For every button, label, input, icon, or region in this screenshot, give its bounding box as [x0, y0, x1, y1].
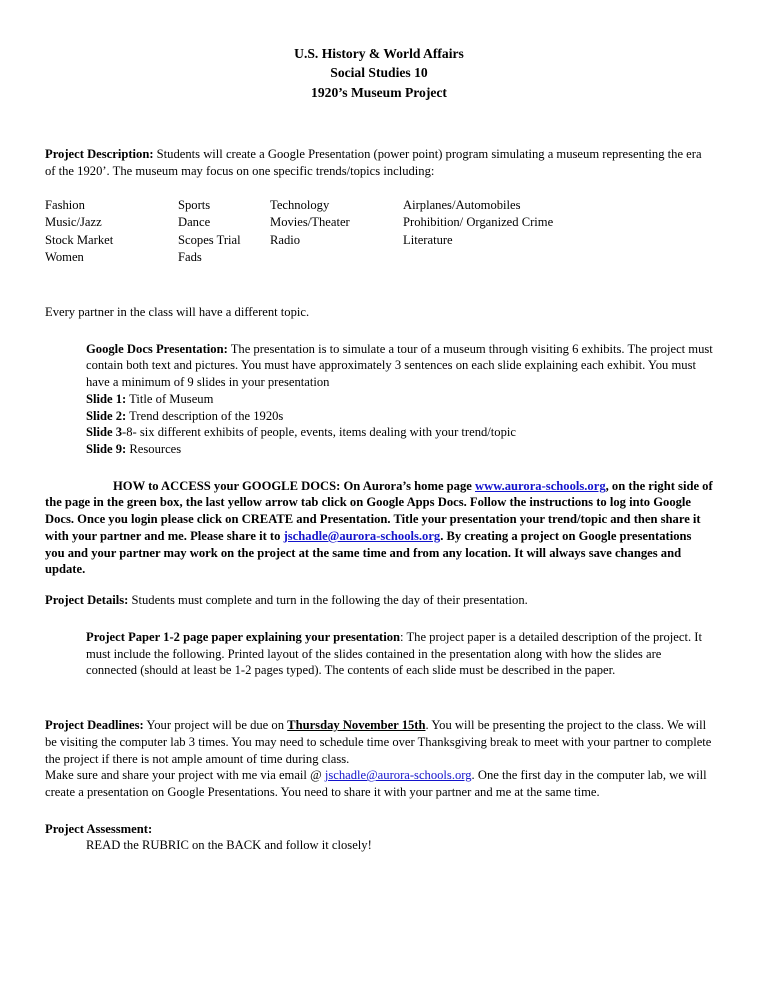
- how-to-access-heading: HOW to ACCESS your GOOGLE DOCS:: [113, 478, 341, 493]
- project-details-label: Project Details:: [45, 593, 129, 608]
- topic-item: [270, 249, 403, 266]
- project-paper-paragraph: [86, 629, 713, 679]
- spacer-before-partner-note: [45, 266, 713, 304]
- topic-item: Fashion: [45, 198, 85, 213]
- google-docs-presentation-body: The presentation is to simulate a tour of a museum through visiting 6 exhibits. The project must contain both text and pictures. You must have approximately 3 sentences on each slide explaining each exhibit. You must have a minimum of 9 slides in your presentation: [86, 341, 713, 390]
- document-body: [45, 44, 713, 854]
- title-line-1: U.S. History & World Affairs: [294, 46, 464, 61]
- spacer-before-topics: [45, 179, 713, 197]
- slide-item: [86, 441, 713, 458]
- project-description-body: Students will create a Google Presentation (power point) program simulating a museum representing the era of the 1920’. The museum may focus on one specific trends/topics including:: [45, 146, 702, 178]
- spacer-before-assessment: [45, 801, 713, 821]
- document-title-block: [45, 44, 713, 102]
- topic-item: Dance: [178, 215, 211, 230]
- slide-item: [86, 424, 713, 441]
- project-paper-body: The project paper is a detailed description of the project. It must include the following. Printed layout of the slides contained in the presentation along with how the slides are connected (should at least be 1-2 pages typed). The contents of each slide must be described in the paper.: [86, 629, 702, 678]
- topic-item: Sports: [178, 198, 211, 213]
- spacer-before-deadlines: [45, 679, 713, 717]
- title-line-2: Social Studies 10: [330, 65, 428, 81]
- topic-item: Stock Market: [45, 232, 114, 247]
- share-email-text-1: Make sure and share your project with me via email @: [45, 768, 325, 783]
- slide-label: Slide 2:: [86, 408, 127, 423]
- project-deadlines-text-1: Your project will be due on: [143, 718, 288, 733]
- google-docs-presentation-paragraph: [86, 341, 713, 391]
- topic-item: [403, 249, 713, 266]
- topics-grid: [45, 197, 713, 266]
- slide-label: Slide 1:: [86, 391, 127, 406]
- topic-item: Women: [45, 249, 84, 264]
- project-assessment-body: READ the RUBRIC on the BACK and follow it closely!: [86, 838, 372, 853]
- topic-item: Movies/Theater: [270, 215, 350, 230]
- slides-list: [86, 391, 713, 458]
- share-email-text-2: . One the first day in the computer lab, we will create a presentation on Google Presentations. You need to share it with your partner and me at the same time.: [45, 768, 707, 800]
- topic-item: Airplanes/Automobiles: [403, 198, 521, 213]
- project-description-label: Project Description:: [45, 146, 154, 161]
- spacer-before-project-paper: [45, 609, 713, 629]
- how-to-access-text-3: . By creating a project on Google presentations you and your partner may work on the project at the same time and from any location. It will always save changes and update.: [45, 528, 692, 577]
- project-details-paragraph: [45, 592, 713, 609]
- slide-item: [86, 408, 713, 425]
- how-to-access-text-1: On Aurora’s home page: [340, 478, 476, 493]
- slide-text: Resources: [126, 442, 182, 456]
- teacher-email-link-2[interactable]: jschadle@aurora-schools.org: [324, 768, 472, 783]
- topic-item: Literature: [403, 232, 453, 247]
- teacher-email-link-1[interactable]: jschadle@aurora-schools.org: [283, 528, 441, 543]
- slide-text: Trend description of the 1920s: [126, 408, 284, 423]
- slide-item: [86, 391, 713, 408]
- topic-item: Prohibition/ Organized Crime: [403, 215, 554, 230]
- every-partner-note: Every partner in the class will have a different topic.: [45, 304, 310, 319]
- topic-item: Music/Jazz: [45, 215, 102, 230]
- slide-label: Slide 3: [86, 425, 123, 440]
- spacer-before-presentation: [45, 321, 713, 341]
- topic-item: Scopes Trial: [178, 232, 241, 247]
- due-date: Thursday November 15th: [287, 718, 426, 733]
- google-docs-presentation-label: Google Docs Presentation:: [86, 341, 228, 356]
- project-description-paragraph: [45, 146, 713, 179]
- spacer-before-project-details: [45, 578, 713, 592]
- project-assessment-label-text: Project Assessment:: [45, 821, 153, 836]
- project-deadlines-label: Project Deadlines:: [45, 718, 144, 733]
- project-paper-block: [86, 629, 713, 679]
- slide-text: Title of Museum: [126, 391, 214, 406]
- slide-text: -8- six different exhibits of people, events, items dealing with your trend/topic: [122, 425, 516, 440]
- title-line-3: 1920’s Museum Project: [311, 84, 447, 100]
- slide-label: Slide 9:: [86, 442, 127, 456]
- project-paper-colon: :: [400, 629, 404, 644]
- how-to-access-text-2: , on the right side of the page in the green box, the last yellow arrow tab click on Google Apps Docs. Follow the instructions to log into Google Docs. Once you login please click on CREATE and Presentation. Title your presentation your trend/topic and then share it with your partner and me. Please share it to: [45, 478, 713, 543]
- aurora-schools-link[interactable]: www.aurora-schools.org: [475, 478, 606, 493]
- google-docs-presentation-block: [86, 341, 713, 458]
- topic-item: Fads: [178, 249, 202, 264]
- project-assessment-label: [45, 821, 713, 838]
- topic-item: Technology: [270, 198, 330, 213]
- topic-item: Radio: [270, 232, 301, 247]
- project-paper-label: Project Paper 1-2 page paper explaining your presentation: [86, 629, 401, 644]
- share-email-paragraph: [45, 767, 713, 800]
- project-deadlines-paragraph: [45, 717, 713, 767]
- project-deadlines-text-2: . You will be presenting the project to the class. We will be visiting the computer lab 3 times. You may need to schedule time over Thanksgiving break to meet with your partner to complete the project if there is not ample amount of time during class.: [45, 718, 712, 766]
- project-details-body: Students must complete and turn in the following the day of their presentation.: [128, 593, 528, 608]
- spacer-before-how-to-access: [45, 458, 713, 478]
- how-to-access-paragraph: [45, 478, 713, 578]
- spacer-after-title: [45, 102, 713, 146]
